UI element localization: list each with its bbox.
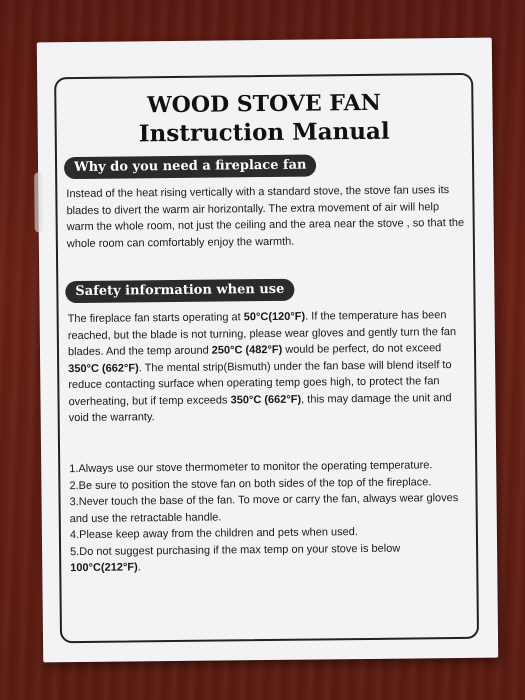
list-item: 3.Never touch the base of the fan. To move or carry the fan, always wear gloves and use the retractable handle. xyxy=(69,492,459,525)
safety-text: The fireplace fan starts operating at xyxy=(67,311,244,326)
temp-min: 100°C(212°F) xyxy=(70,561,138,575)
temp-max: 350°C (662°F) xyxy=(68,361,139,375)
temp-max: 350°C (662°F) xyxy=(230,393,302,406)
temp-ideal: 250°C (482°F) xyxy=(211,343,283,357)
list-item: 2.Be sure to position the stove fan on both sides of the top of the fireplace. xyxy=(69,475,432,492)
safety-text: . The mental strip(Bismuth) under the fan base will blend itself to reduce contacting surface when operating temp goes high, to protect the fan overheating, but if temp exceeds xyxy=(68,358,452,408)
safety-text: , this may damage the unit and void the warranty. xyxy=(68,391,452,425)
section-why-text: Instead of the heat rising vertically with a standard stove, the stove fan uses its blades to divert the warm air horizontally. The extra movement of air will help warm the whole room, not just the ceiling and the area near the stove , so that the whole room can comfortably enjoy the warmth. xyxy=(66,184,465,250)
manual-booklet xyxy=(37,38,498,663)
list-item-text: 5.Do not suggest purchasing if the max temp on your stove is below xyxy=(70,542,401,558)
list-item: 4.Please keep away from the children and pets when used. xyxy=(69,526,358,542)
staple-mark xyxy=(34,172,43,232)
section-heading-safety: Safety information when use xyxy=(65,279,294,303)
safety-list xyxy=(69,457,470,577)
title-line-1: WOOD STOVE FAN xyxy=(146,89,381,119)
safety-text: would be perfect, do not exceed xyxy=(282,342,442,356)
section-heading-why: Why do you need a fireplace fan xyxy=(64,154,317,179)
content-frame xyxy=(54,73,479,643)
temp-start: 50°C(120°F) xyxy=(243,310,306,324)
list-item-text: . xyxy=(137,561,141,574)
title-line-2: Instruction Manual xyxy=(138,117,390,148)
list-item xyxy=(70,539,470,576)
list-item: 1.Always use our stove thermometer to monitor the operating temperature. xyxy=(69,459,433,476)
safety-text: . If the temperature has been reached, but the blade is not turning, please wear gloves and gently turn the fan blades. And the temp around xyxy=(67,309,457,359)
safety-paragraph xyxy=(68,307,467,427)
